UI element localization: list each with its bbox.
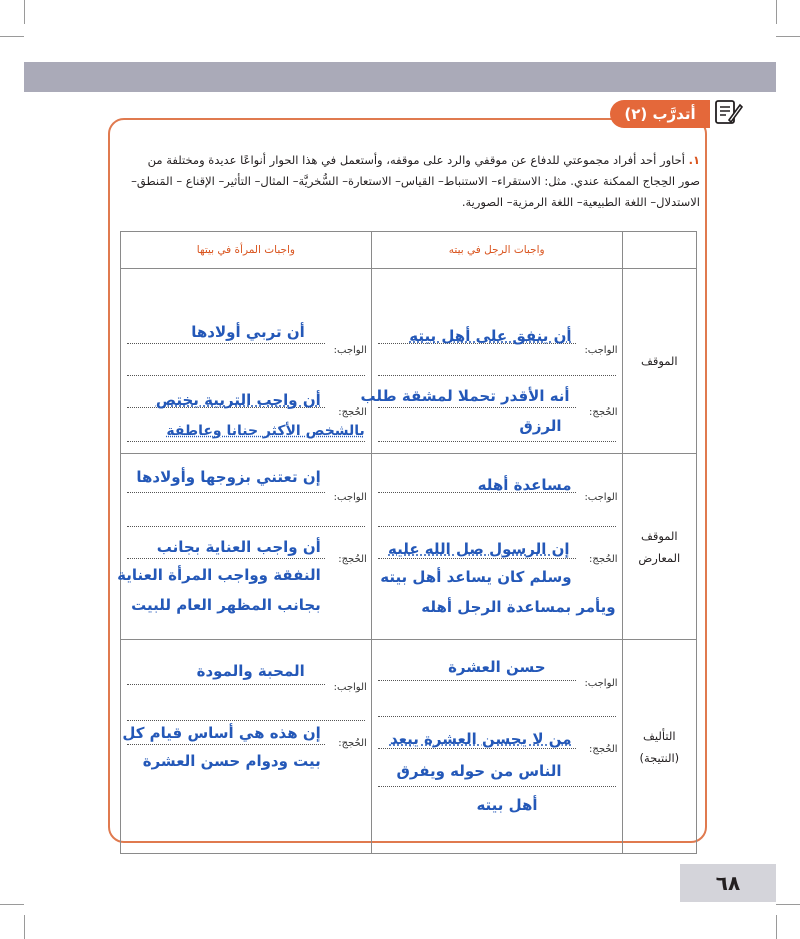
crop-mark (0, 904, 24, 905)
argument-answer-line1: أن واجب العناية بجانب (156, 538, 321, 556)
answer-line (127, 558, 325, 559)
answer-cell-man[interactable] (371, 640, 622, 854)
crop-mark (24, 915, 25, 939)
duties-table (117, 231, 697, 854)
argument-answer-line1: أن واجب التربية يختص (155, 391, 321, 409)
duty-answer: أن تربي أولادها (191, 323, 305, 341)
answer-line (378, 680, 576, 681)
duty-answer: أن ينفق على أهل بيته (409, 327, 572, 345)
answer-cell-woman[interactable] (121, 269, 372, 454)
answer-line (127, 375, 365, 376)
answer-line (378, 375, 616, 376)
answer-line (378, 441, 616, 442)
col-header-man: واجبات الرجل في بيته (371, 232, 622, 269)
argument-answer-line3: بجانب المظهر العام للبيت (131, 596, 321, 614)
argument-label: الحُجج: (338, 407, 367, 418)
argument-answer-line2: بالشخص الأكثر حنانا وعاطفة (166, 423, 365, 439)
row-label: الموقف (622, 269, 696, 454)
table-row (121, 640, 697, 854)
argument-answer-line2: الناس من حوله ويفرق (396, 762, 562, 780)
duty-label: الواجب: (333, 345, 367, 356)
answer-line (378, 748, 576, 749)
argument-answer-line2: بيت ودوام حسن العشرة (142, 752, 321, 770)
argument-label: الحُجج: (589, 744, 618, 755)
answer-cell-woman[interactable] (121, 640, 372, 854)
exercise-title-tab (610, 100, 710, 128)
answer-line (378, 492, 576, 493)
answer-line (127, 720, 365, 721)
exercise-number: ١. (688, 153, 700, 167)
table-header-row (121, 232, 697, 269)
table-row (121, 269, 697, 454)
crop-mark (776, 0, 777, 24)
answer-line (127, 744, 325, 745)
argument-label: الحُجج: (338, 738, 367, 749)
answer-cell-man[interactable] (371, 454, 622, 640)
crop-mark (776, 36, 800, 37)
duty-answer: حسن العشرة (448, 658, 546, 676)
argument-answer-line1: أنه الأقدر تحملا لمشقة طلب (360, 387, 570, 405)
duty-label: الواجب: (333, 682, 367, 693)
answer-cell-man[interactable] (360, 269, 622, 454)
answer-line (378, 786, 616, 787)
argument-label: الحُجج: (338, 554, 367, 565)
argument-answer-line3: ويأمر بمساعدة الرجل أهله (421, 598, 616, 616)
argument-answer-line2: الرزق (519, 417, 562, 435)
argument-answer-line3: أهل بيته (476, 796, 538, 814)
duty-answer: مساعدة أهله (477, 476, 572, 494)
answer-line (378, 558, 576, 559)
answer-line (127, 684, 325, 685)
duty-answer: المحبة والمودة (196, 662, 305, 680)
argument-answer-line2: النفقة وواجب المرأة العناية (117, 566, 321, 584)
duty-answer: إن تعتني بزوجها وأولادها (136, 468, 321, 486)
answer-line (127, 343, 325, 344)
page-number: ٦٨ (715, 871, 741, 895)
crop-mark (776, 904, 800, 905)
exercise-text: أحاور أحد أفراد مجموعتي للدفاع عن موقفي والرد على موقفه، وأستعمل في هذا الحوار أنواعًا عديدة ومختلفة من صور الحِجاج الممكنة عندي. مثل: الاستقراء– الاستنباط– القياس– الاستعارة– السُّخريَّة– المثال– التأثير– الإقناع – المَنطق– الاستدلال– اللغة الطبيعية– اللغة الرمزية– الصورية. (131, 153, 700, 209)
exercise-title: أتدرَّب (٢) (624, 105, 696, 123)
answer-line (378, 716, 616, 717)
col-header-woman: واجبات المرأة في بيتها (121, 232, 372, 269)
answer-line (127, 492, 325, 493)
argument-label: الحُجج: (589, 554, 618, 565)
page-number-box (680, 864, 776, 902)
argument-answer-line1: من لا يحسن العشرة يبعد (389, 730, 572, 748)
duty-label: الواجب: (333, 492, 367, 503)
notepad-pencil-icon (712, 96, 744, 128)
row-label: التأليف (النتيجة) (622, 640, 696, 854)
crop-mark (0, 36, 24, 37)
answer-line (127, 526, 365, 527)
header-band (24, 62, 776, 92)
row-label: الموقف المعارض (622, 454, 696, 640)
crop-mark (776, 915, 777, 939)
argument-answer-line1: إن هذه هي أساس قيام كل (122, 724, 321, 742)
argument-answer-line2: وسلم كان يساعد أهل بيته (380, 568, 572, 586)
corner-cell (622, 232, 696, 269)
duty-label: الواجب: (584, 492, 618, 503)
table-row (121, 454, 697, 640)
answer-line (378, 407, 576, 408)
answer-cell-woman[interactable] (117, 454, 372, 640)
exercise-instructions (126, 150, 700, 213)
duty-label: الواجب: (584, 678, 618, 689)
answer-line (378, 526, 616, 527)
argument-label: الحُجج: (589, 407, 618, 418)
crop-mark (24, 0, 25, 24)
argument-answer-line1: إن الرسول صل الله عليه (388, 540, 570, 558)
duty-label: الواجب: (584, 345, 618, 356)
answer-line (127, 441, 365, 442)
